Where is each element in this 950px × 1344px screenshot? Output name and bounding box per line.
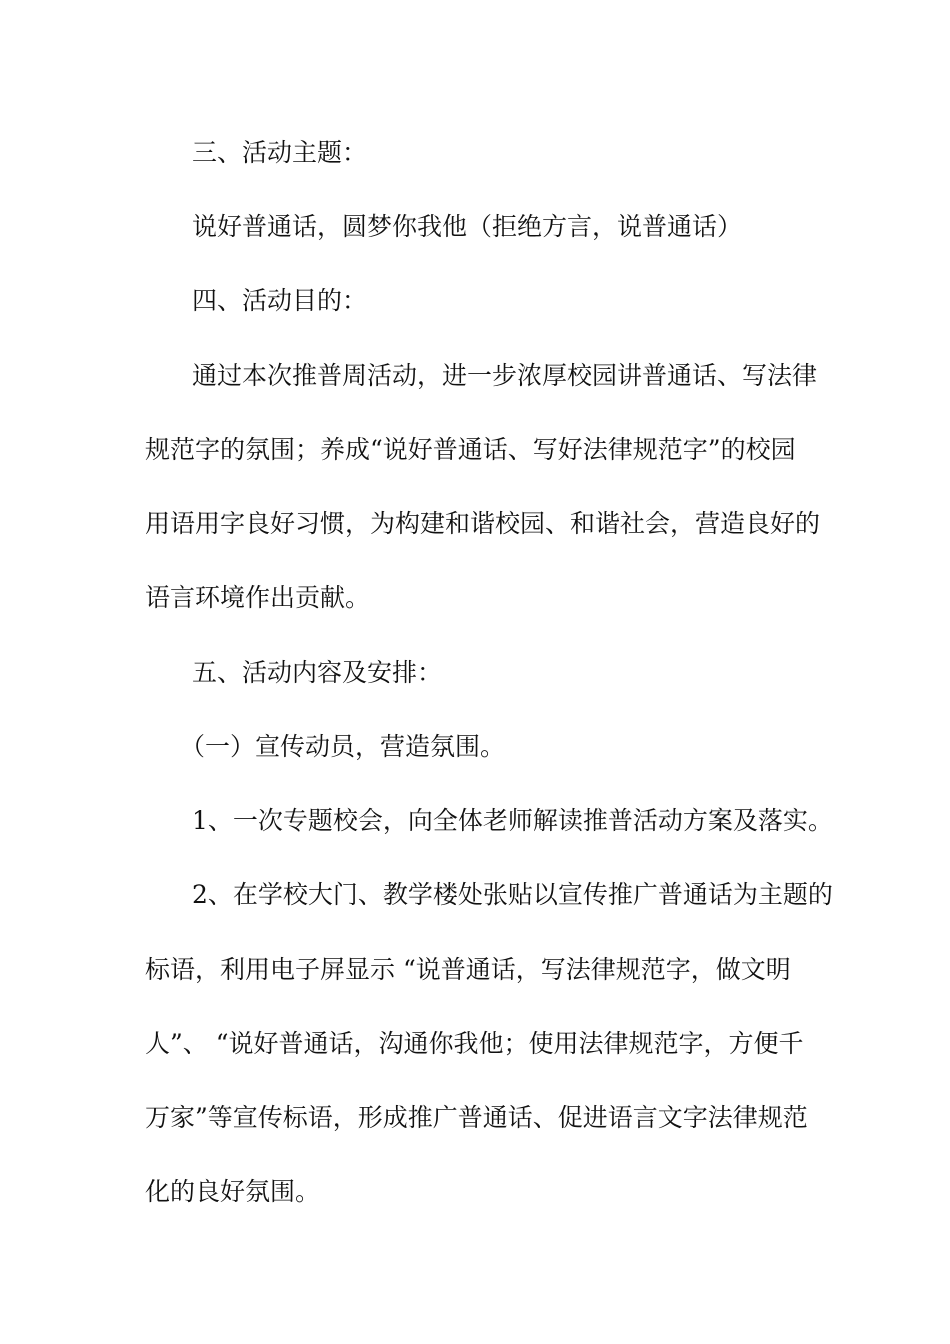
purpose-line-2: 规范字的氛围；养成“说好普通话、写好法律规范字”的校园 [145,435,796,464]
purpose-line-4: 语言环境作出贡献。 [145,583,371,612]
item-2-line-1: 2、在学校大门、教学楼处张贴以宣传推广普通话为主题的 [192,880,833,909]
item-1-text: 1、一次专题校会，向全体老师解读推普活动方案及落实。 [192,806,833,835]
item-2-line-4: 万家”等宣传标语，形成推广普通话、促进语言文字法律规范 [145,1103,808,1132]
heading-purpose: 四、活动目的： [192,286,368,315]
item-2-line-2: 标语，利用电子屏显示 “说普通话，写法律规范字，做文明 [145,955,791,984]
subheading-publicity: （一）宣传动员，营造氛围。 [180,732,506,761]
item-2-line-5: 化的良好氛围。 [145,1177,321,1206]
purpose-line-1: 通过本次推普周活动，进一步浓厚校园讲普通话、写法律 [192,361,818,390]
item-2-line-3: 人”、 “说好普通话，沟通你我他；使用法律规范字，方便千 [145,1029,804,1058]
purpose-line-3: 用语用字良好习惯，为构建和谐校园、和谐社会，营造良好的 [145,509,821,538]
heading-content: 五、活动内容及安排： [192,658,443,687]
heading-theme: 三、活动主题： [192,138,368,167]
theme-text: 说好普通话，圆梦你我他（拒绝方言，说普通话） [192,212,743,241]
